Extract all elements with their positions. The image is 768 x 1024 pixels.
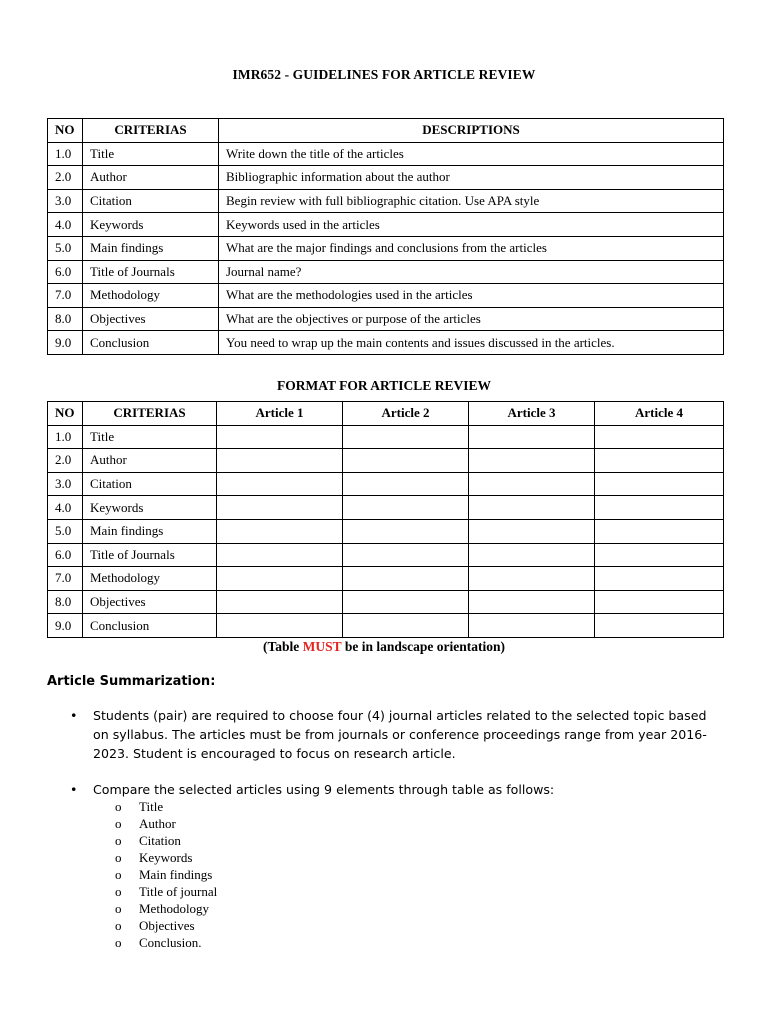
cell-article-2 [343,496,469,520]
cell-article-3 [469,543,595,567]
table-row [48,189,724,213]
list-item-label: Main findings [139,867,213,882]
list-item [115,832,217,849]
cell-criteria: Keywords [83,213,219,237]
table-row [48,472,724,496]
cell-criteria: Objectives [83,590,217,614]
cell-no: 2.0 [48,166,83,190]
cell-no: 4.0 [48,496,83,520]
table-row [48,331,724,355]
table-row [48,519,724,543]
cell-description: What are the methodologies used in the articles [219,284,724,308]
list-item [115,917,217,934]
format-title: FORMAT FOR ARTICLE REVIEW [277,378,491,393]
cell-no: 3.0 [48,189,83,213]
cell-article-1 [217,496,343,520]
cell-no: 3.0 [48,472,83,496]
cell-criteria: Citation [83,189,219,213]
format-table [47,401,724,638]
cell-article-4 [595,519,724,543]
cell-no: 1.0 [48,425,83,449]
list-item [115,866,217,883]
column-header-article-1: Article 1 [217,402,343,426]
circle-bullet-icon: o [115,901,122,916]
cell-no: 1.0 [48,142,83,166]
table-row [48,166,724,190]
cell-description: Bibliographic information about the author [219,166,724,190]
cell-article-4 [595,496,724,520]
cell-no: 6.0 [48,543,83,567]
cell-article-4 [595,614,724,638]
column-header-article-3: Article 3 [469,402,595,426]
cell-article-2 [343,614,469,638]
cell-article-1 [217,425,343,449]
cell-article-1 [217,472,343,496]
cell-article-4 [595,425,724,449]
column-header-descriptions: DESCRIPTIONS [219,119,724,143]
bullet-item [70,780,720,799]
table-row [48,213,724,237]
table-row [48,425,724,449]
cell-article-2 [343,543,469,567]
bullet-item [70,706,720,763]
list-item [115,883,217,900]
cell-no: 7.0 [48,567,83,591]
list-item-label: Methodology [139,901,210,916]
list-item [115,815,217,832]
column-header-criterias: CRITERIAS [83,119,219,143]
table-row [48,284,724,308]
cell-article-4 [595,590,724,614]
cell-article-3 [469,519,595,543]
cell-article-1 [217,567,343,591]
circle-bullet-icon: o [115,799,122,814]
bullet-dot-icon: • [70,782,78,797]
cell-description: Write down the title of the articles [219,142,724,166]
list-item-label: Citation [139,833,181,848]
list-item-label: Title of journal [139,884,218,899]
bullet-dot-icon: • [70,708,78,723]
cell-criteria: Author [83,449,217,473]
cell-article-1 [217,519,343,543]
cell-article-1 [217,449,343,473]
cell-no: 9.0 [48,614,83,638]
table-header-row [48,402,724,426]
cell-description: What are the objectives or purpose of the articles [219,307,724,331]
table-row [48,543,724,567]
cell-description: Keywords used in the articles [219,213,724,237]
cell-criteria: Title [83,425,217,449]
table-row [48,567,724,591]
table-row [48,590,724,614]
cell-description: What are the major findings and conclusions from the articles [219,236,724,260]
circle-bullet-icon: o [115,884,122,899]
cell-criteria: Author [83,166,219,190]
list-item [115,849,217,866]
elements-list [115,798,217,951]
cell-criteria: Title of Journals [83,260,219,284]
cell-article-3 [469,472,595,496]
table-header-row [48,119,724,143]
cell-criteria: Methodology [83,284,219,308]
cell-no: 2.0 [48,449,83,473]
circle-bullet-icon: o [115,867,122,882]
cell-no: 6.0 [48,260,83,284]
note-must-emphasis: MUST [302,639,342,654]
cell-no: 9.0 [48,331,83,355]
column-header-no: NO [48,402,83,426]
cell-criteria: Title of Journals [83,543,217,567]
list-item-label: Objectives [139,918,195,933]
cell-article-1 [217,614,343,638]
cell-no: 5.0 [48,236,83,260]
cell-criteria: Objectives [83,307,219,331]
cell-criteria: Citation [83,472,217,496]
cell-criteria: Main findings [83,236,219,260]
table-row [48,307,724,331]
cell-article-3 [469,567,595,591]
list-item [115,798,217,815]
bullet-text: Compare the selected articles using 9 elements through table as follows: [93,782,555,797]
note-suffix: be in landscape orientation) [341,639,505,654]
cell-no: 4.0 [48,213,83,237]
table-row [48,236,724,260]
cell-no: 8.0 [48,307,83,331]
column-header-article-2: Article 2 [343,402,469,426]
circle-bullet-icon: o [115,850,122,865]
cell-no: 5.0 [48,519,83,543]
cell-description: You need to wrap up the main contents and issues discussed in the articles. [219,331,724,355]
cell-article-1 [217,590,343,614]
list-item-label: Keywords [139,850,193,865]
cell-article-2 [343,590,469,614]
bullet-text: Students (pair) are required to choose four (4) journal articles related to the selected topic based on syllabus. The articles must be from journals or conference proceedings range from year 2016-2023. Student is encouraged to focus on research article. [93,708,707,761]
cell-article-3 [469,590,595,614]
table-row [48,449,724,473]
guidelines-table [47,118,724,355]
cell-criteria: Title [83,142,219,166]
note-prefix: (Table [263,639,303,654]
cell-criteria: Methodology [83,567,217,591]
cell-article-4 [595,543,724,567]
circle-bullet-icon: o [115,935,122,950]
circle-bullet-icon: o [115,833,122,848]
cell-no: 7.0 [48,284,83,308]
circle-bullet-icon: o [115,816,122,831]
cell-description: Journal name? [219,260,724,284]
table-row [48,614,724,638]
circle-bullet-icon: o [115,918,122,933]
cell-description: Begin review with full bibliographic citation. Use APA style [219,189,724,213]
cell-article-2 [343,425,469,449]
column-header-criterias: CRITERIAS [83,402,217,426]
column-header-no: NO [48,119,83,143]
cell-article-4 [595,567,724,591]
table-row [48,142,724,166]
cell-article-2 [343,519,469,543]
cell-article-1 [217,543,343,567]
summarization-heading: Article Summarization: [47,674,216,689]
cell-article-3 [469,496,595,520]
table-row [48,260,724,284]
cell-no: 8.0 [48,590,83,614]
list-item [115,934,217,951]
cell-article-2 [343,472,469,496]
cell-article-4 [595,472,724,496]
list-item-label: Title [139,799,164,814]
cell-criteria: Conclusion [83,331,219,355]
cell-article-4 [595,449,724,473]
cell-article-3 [469,614,595,638]
cell-criteria: Keywords [83,496,217,520]
list-item-label: Author [139,816,176,831]
cell-article-2 [343,449,469,473]
document-title: IMR652 - GUIDELINES FOR ARTICLE REVIEW [232,67,536,82]
table-row [48,496,724,520]
cell-article-2 [343,567,469,591]
landscape-note [0,639,768,655]
cell-criteria: Conclusion [83,614,217,638]
column-header-article-4: Article 4 [595,402,724,426]
cell-article-3 [469,449,595,473]
list-item [115,900,217,917]
cell-article-3 [469,425,595,449]
cell-criteria: Main findings [83,519,217,543]
list-item-label: Conclusion. [139,935,202,950]
